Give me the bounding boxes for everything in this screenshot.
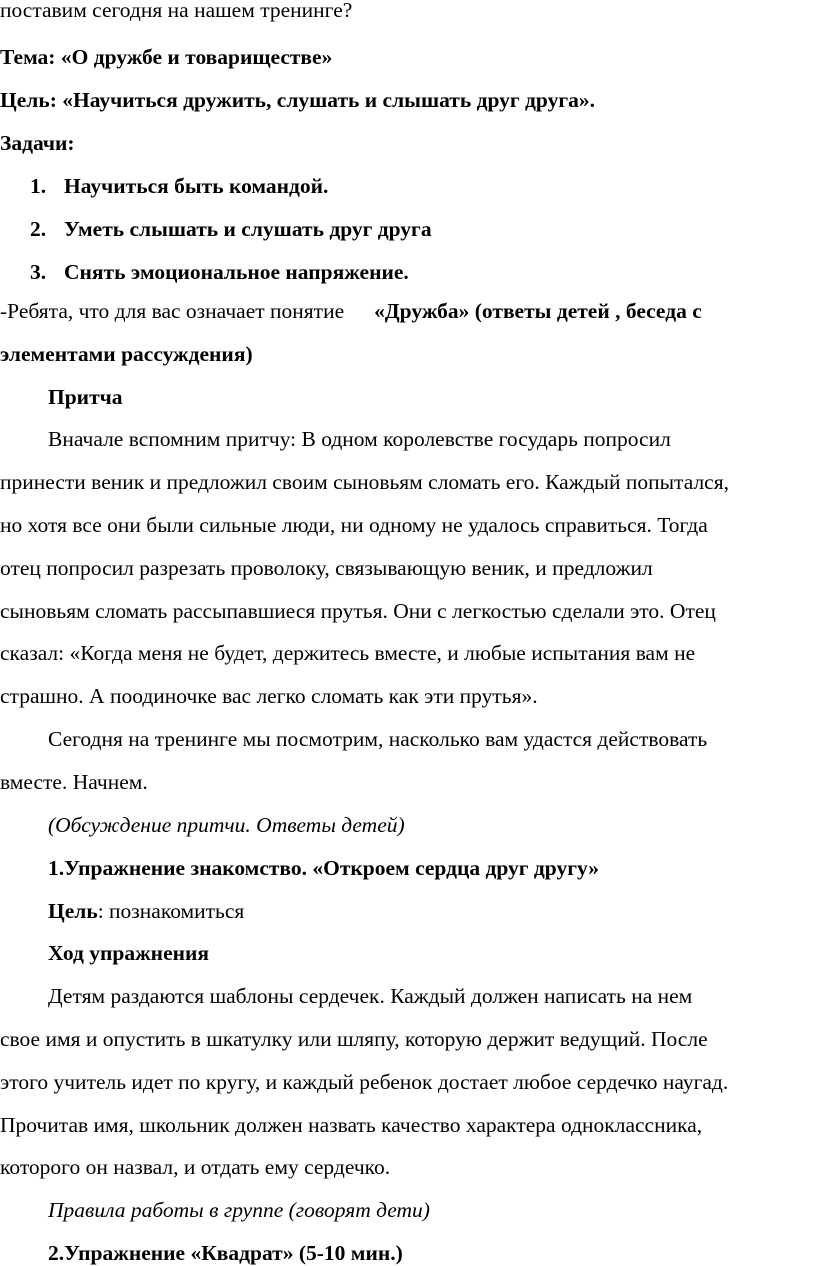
parable-line: отец попросил разрезать проволоку, связывающую веник, и предложил xyxy=(0,556,653,580)
task-number: 2. xyxy=(30,217,47,241)
group-rules-note: Правила работы в группе (говорят дети) xyxy=(48,1198,430,1222)
task-text: Снять эмоциональное напряжение. xyxy=(64,260,409,284)
topic-line: Тема: «О дружбе и товариществе» xyxy=(0,45,333,69)
task-item-2 xyxy=(30,216,432,242)
parable-line: сказал: «Когда меня не будет, держитесь вместе, и любые испытания вам не xyxy=(0,641,696,665)
exercise1-title: 1.Упражнение знакомство. «Откроем сердца друг другу» xyxy=(48,856,600,880)
question-line xyxy=(0,298,702,324)
today-line: вместе. Начнем. xyxy=(0,770,148,794)
exercise1-course-heading: Ход упражнения xyxy=(48,941,210,965)
exercise1-line: которого он назвал, и отдать ему сердечко. xyxy=(0,1155,391,1179)
parable-line: принести веник и предложил своим сыновьям сломать его. Каждый попытался, xyxy=(0,470,729,494)
tasks-heading: Задачи: xyxy=(0,131,75,155)
goal-line: Цель: «Научиться дружить, слушать и слышать друг друга». xyxy=(0,88,595,112)
discussion-note: (Обсуждение притчи. Ответы детей) xyxy=(48,813,405,837)
today-line: Сегодня на тренинге мы посмотрим, насколько вам удастся действовать xyxy=(48,727,708,751)
task-item-3 xyxy=(30,259,409,285)
question-continuation: элементами рассуждения) xyxy=(0,342,253,366)
exercise1-line: Прочитав имя, школьник должен назвать качество характера одноклассника, xyxy=(0,1113,703,1137)
task-number: 3. xyxy=(30,260,47,284)
task-text: Уметь слышать и слушать друг друга xyxy=(64,217,432,241)
task-item-1 xyxy=(30,173,328,199)
question-plain: -Ребята, что для вас означает понятие xyxy=(0,299,345,323)
parable-line: сыновьям сломать рассыпавшиеся прутья. Они с легкостью сделали это. Отец xyxy=(0,599,716,623)
parable-line: Вначале вспомним притчу: В одном королевстве государь попросил xyxy=(48,427,671,451)
exercise1-line: Детям раздаются шаблоны сердечек. Каждый должен написать на нем xyxy=(48,984,693,1008)
intro-line: поставим сегодня на нашем тренинге? xyxy=(0,0,353,22)
parable-heading: Притча xyxy=(48,385,123,409)
exercise2-title: 2.Упражнение «Квадрат» (5-10 мин.) xyxy=(48,1241,403,1265)
task-text: Научиться быть командой. xyxy=(64,174,329,198)
goal-label: Цель xyxy=(48,899,98,923)
exercise1-line: свое имя и опустить в шкатулку или шляпу, которую держит ведущий. После xyxy=(0,1027,708,1051)
task-number: 1. xyxy=(30,174,47,198)
exercise1-goal xyxy=(48,898,244,924)
exercise1-line: этого учитель идет по кругу, и каждый ребенок достает любое сердечко наугад. xyxy=(0,1070,729,1094)
goal-text: : познакомиться xyxy=(97,899,245,923)
parable-line: но хотя все они были сильные люди, ни одному не удалось справиться. Тогда xyxy=(0,513,708,537)
question-bold: «Дружба» (ответы детей , беседа с xyxy=(374,299,702,323)
parable-line: страшно. А поодиночке вас легко сломать как эти прутья». xyxy=(0,684,538,708)
